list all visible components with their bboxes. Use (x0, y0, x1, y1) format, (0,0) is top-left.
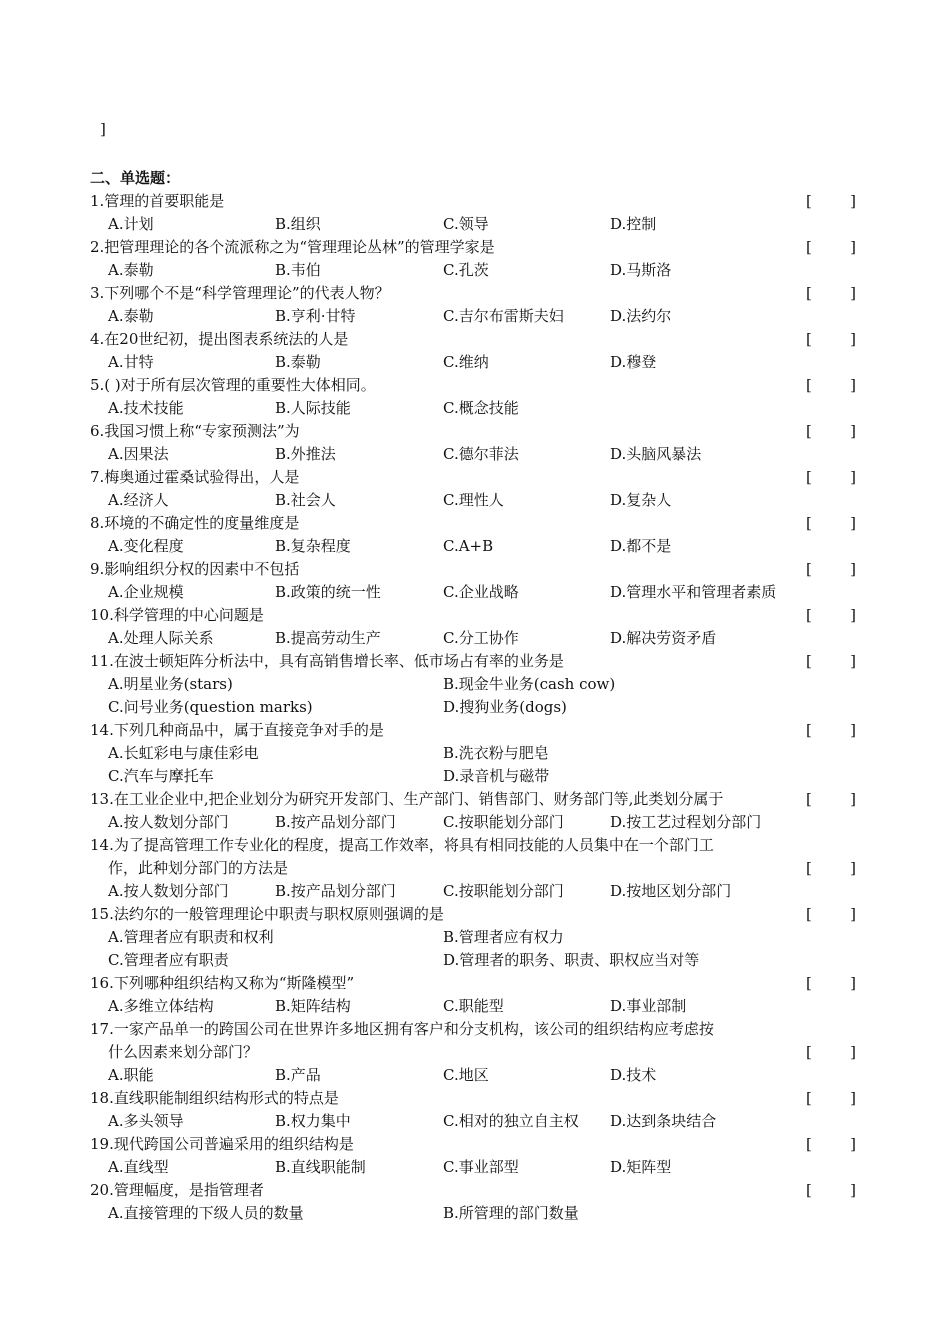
bracket-right: ] (850, 330, 856, 348)
answer-option[interactable]: A.甘特 (108, 353, 154, 371)
answer-option[interactable]: A.按人数划分部门 (108, 813, 229, 831)
answer-option[interactable]: D.穆登 (610, 353, 657, 371)
bracket-right: ] (850, 652, 856, 670)
question-text: 5.( )对于所有层次管理的重要性大体相同。 (90, 376, 376, 394)
answer-bracket[interactable] (806, 374, 856, 397)
question-stem-line (90, 328, 860, 351)
question-stem-line (90, 236, 860, 259)
bracket-right: ] (850, 560, 856, 578)
option-row (90, 489, 860, 512)
option-row (90, 1110, 860, 1133)
bracket-left: [ (806, 192, 812, 210)
answer-option[interactable]: A.长虹彩电与康佳彩电 (108, 744, 259, 762)
bracket-right: ] (850, 422, 856, 440)
stray-bracket-mark: ] (100, 120, 106, 138)
answer-option[interactable]: B.按产品划分部门 (275, 813, 396, 831)
bracket-right: ] (850, 1181, 856, 1199)
question-text: 14.下列几种商品中，属于直接竞争对手的是 (90, 721, 384, 739)
answer-bracket[interactable] (806, 1133, 856, 1156)
option-row (90, 443, 860, 466)
answer-option[interactable]: A.泰勒 (108, 261, 154, 279)
bracket-right: ] (850, 468, 856, 486)
answer-option[interactable]: D.技术 (610, 1066, 657, 1084)
question-stem-line (90, 512, 860, 535)
bracket-right: ] (850, 514, 856, 532)
bracket-left: [ (806, 859, 812, 877)
answer-option[interactable]: D.控制 (610, 215, 657, 233)
answer-option[interactable]: B.产品 (275, 1066, 321, 1084)
question-item (90, 374, 860, 420)
question-stem-line (90, 788, 860, 811)
answer-option[interactable]: C.管理者应有职责 (108, 951, 229, 969)
answer-option[interactable]: B.矩阵结构 (275, 997, 351, 1015)
answer-option[interactable]: A.经济人 (108, 491, 169, 509)
option-row (90, 259, 860, 282)
answer-option[interactable]: A.多头领导 (108, 1112, 184, 1130)
bracket-left: [ (806, 422, 812, 440)
answer-option[interactable]: C.A+B (443, 537, 494, 555)
answer-option[interactable]: A.按人数划分部门 (108, 882, 229, 900)
answer-option[interactable]: A.变化程度 (108, 537, 184, 555)
question-stem-line (90, 282, 860, 305)
question-item (90, 1133, 860, 1179)
answer-option[interactable]: B.复杂程度 (275, 537, 351, 555)
question-text: 18.直线职能制组织结构形式的特点是 (90, 1089, 339, 1107)
answer-option[interactable]: D.法约尔 (610, 307, 672, 325)
bracket-right: ] (850, 238, 856, 256)
bracket-right: ] (850, 859, 856, 877)
answer-option[interactable]: A.技术技能 (108, 399, 184, 417)
answer-option[interactable]: B.社会人 (275, 491, 336, 509)
option-row (90, 581, 860, 604)
answer-option[interactable]: C.按职能划分部门 (443, 882, 564, 900)
question-item (90, 834, 860, 903)
answer-bracket[interactable] (806, 420, 856, 443)
bracket-left: [ (806, 468, 812, 486)
question-stem-line (90, 558, 860, 581)
answer-option[interactable]: B.韦伯 (275, 261, 321, 279)
option-row (90, 811, 860, 834)
bracket-left: [ (806, 376, 812, 394)
question-stem-line (90, 1087, 860, 1110)
question-item (90, 972, 860, 1018)
answer-option[interactable]: B.管理者应有权力 (443, 928, 564, 946)
question-stem-line (90, 420, 860, 443)
answer-option[interactable]: A.多维立体结构 (108, 997, 214, 1015)
question-item (90, 788, 860, 834)
option-row (90, 995, 860, 1018)
answer-option[interactable]: C.相对的独立自主权 (443, 1112, 579, 1130)
answer-option[interactable]: D.管理水平和管理者素质 (610, 583, 777, 601)
question-text: 8.环境的不确定性的度量维度是 (90, 514, 300, 532)
answer-option[interactable]: A.明星业务(stars) (108, 675, 233, 693)
question-item (90, 1018, 860, 1087)
answer-option[interactable]: B.所管理的部门数量 (443, 1204, 579, 1222)
question-text: 16.下列哪种组织结构又称为“斯隆模型” (90, 974, 355, 992)
option-row (90, 397, 860, 420)
option-row (90, 213, 860, 236)
bracket-left: [ (806, 1043, 812, 1061)
bracket-right: ] (850, 905, 856, 923)
answer-option[interactable]: B.亨利·甘特 (275, 307, 356, 325)
option-row (90, 949, 860, 972)
question-stem-line (90, 903, 860, 926)
option-row (90, 696, 860, 719)
bracket-right: ] (850, 606, 856, 624)
answer-bracket[interactable] (806, 857, 856, 880)
question-stem-line (90, 972, 860, 995)
answer-option[interactable]: C.问号业务(question marks) (108, 698, 313, 716)
question-stem-line (90, 466, 860, 489)
option-row (90, 535, 860, 558)
bracket-right: ] (850, 376, 856, 394)
answer-option[interactable]: D.马斯洛 (610, 261, 672, 279)
question-text: 作，此种划分部门的方法是 (108, 859, 289, 877)
question-item (90, 604, 860, 650)
bracket-left: [ (806, 790, 812, 808)
answer-option[interactable]: A.直线型 (108, 1158, 169, 1176)
question-item (90, 1179, 860, 1225)
bracket-left: [ (806, 238, 812, 256)
question-stem-line (90, 1133, 860, 1156)
option-row (90, 765, 860, 788)
answer-option[interactable]: D.按地区划分部门 (610, 882, 732, 900)
question-stem-line (90, 650, 860, 673)
question-item (90, 558, 860, 604)
answer-bracket[interactable] (806, 719, 856, 742)
answer-option[interactable]: C.概念技能 (443, 399, 519, 417)
question-item (90, 328, 860, 374)
answer-bracket[interactable] (806, 236, 856, 259)
bracket-left: [ (806, 721, 812, 739)
question-text: 6.我国习惯上称“专家预测法”为 (90, 422, 300, 440)
answer-option[interactable]: D.复杂人 (610, 491, 672, 509)
question-text: 2.把管理理论的各个流派称之为“管理理论丛林”的管理学家是 (90, 238, 495, 256)
answer-bracket[interactable] (806, 466, 856, 489)
answer-option[interactable]: A.管理者应有职责和权利 (108, 928, 274, 946)
question-item (90, 190, 860, 236)
question-text: 20.管理幅度，是指管理者 (90, 1181, 264, 1199)
answer-option[interactable]: C.职能型 (443, 997, 504, 1015)
question-item (90, 719, 860, 788)
answer-option[interactable]: B.现金牛业务(cash cow) (443, 675, 616, 693)
question-item (90, 512, 860, 558)
answer-option[interactable]: D.管理者的职务、职责、职权应当对等 (443, 951, 700, 969)
answer-option[interactable]: A.处理人际关系 (108, 629, 214, 647)
answer-option[interactable]: B.外推法 (275, 445, 336, 463)
section-heading: 二、单选题： (90, 169, 181, 187)
question-list (90, 167, 860, 1225)
answer-option[interactable]: A.泰勒 (108, 307, 154, 325)
answer-option[interactable]: B.提高劳动生产 (275, 629, 381, 647)
bracket-right: ] (850, 1089, 856, 1107)
answer-bracket[interactable] (806, 1087, 856, 1110)
answer-option[interactable]: B.政策的统一性 (275, 583, 381, 601)
answer-option[interactable]: C.理性人 (443, 491, 504, 509)
question-text: 7.梅奥通过霍桑试验得出，人是 (90, 468, 300, 486)
question-stem-line (90, 1018, 860, 1041)
answer-bracket[interactable] (806, 1041, 856, 1064)
answer-option[interactable]: D.解决劳资矛盾 (610, 629, 717, 647)
answer-option[interactable]: C.汽车与摩托车 (108, 767, 214, 785)
question-item (90, 236, 860, 282)
answer-option[interactable]: D.矩阵型 (610, 1158, 672, 1176)
answer-bracket[interactable] (806, 972, 856, 995)
question-stem-line (90, 190, 860, 213)
answer-option[interactable]: C.维纳 (443, 353, 489, 371)
option-row (90, 1064, 860, 1087)
answer-option[interactable]: A.计划 (108, 215, 154, 233)
answer-option[interactable]: A.直接管理的下级人员的数量 (108, 1204, 304, 1222)
answer-option[interactable]: C.领导 (443, 215, 489, 233)
answer-option[interactable]: D.达到条块结合 (610, 1112, 717, 1130)
answer-bracket[interactable] (806, 190, 856, 213)
answer-option[interactable]: B.洗衣粉与肥皂 (443, 744, 549, 762)
question-text: 11.在波士顿矩阵分析法中，具有高销售增长率、低市场占有率的业务是 (90, 652, 564, 670)
question-text: 1.管理的首要职能是 (90, 192, 225, 210)
question-item (90, 650, 860, 719)
answer-option[interactable]: A.职能 (108, 1066, 154, 1084)
question-item (90, 282, 860, 328)
option-row (90, 1202, 860, 1225)
answer-option[interactable]: D.头脑风暴法 (610, 445, 702, 463)
bracket-left: [ (806, 560, 812, 578)
answer-option[interactable]: C.地区 (443, 1066, 489, 1084)
question-item (90, 1087, 860, 1133)
question-text: 4.在20世纪初，提出图表系统法的人是 (90, 330, 349, 348)
option-row (90, 627, 860, 650)
question-stem-line (90, 1041, 860, 1064)
bracket-left: [ (806, 330, 812, 348)
answer-option[interactable]: A.企业规模 (108, 583, 184, 601)
question-text: 13.在工业企业中,把企业划分为研究开发部门、生产部门、销售部门、财务部门等,此类划分属于 (90, 790, 724, 808)
answer-option[interactable]: C.企业战略 (443, 583, 519, 601)
answer-bracket[interactable] (806, 903, 856, 926)
answer-option[interactable]: D.按工艺过程划分部门 (610, 813, 762, 831)
question-text: 14.为了提高管理工作专业化的程度，提高工作效率，将具有相同技能的人员集中在一个部门工 (90, 836, 714, 854)
answer-bracket[interactable] (806, 512, 856, 535)
question-text: 15.法约尔的一般管理理论中职责与职权原则强调的是 (90, 905, 444, 923)
bracket-right: ] (850, 974, 856, 992)
question-stem-line (90, 857, 860, 880)
option-row (90, 351, 860, 374)
question-text: 17.一家产品单一的跨国公司在世界许多地区拥有客户和分支机构，该公司的组织结构应考虑按 (90, 1020, 714, 1038)
answer-option[interactable]: C.吉尔布雷斯夫妇 (443, 307, 564, 325)
answer-option[interactable]: D.录音机与磁带 (443, 767, 550, 785)
answer-bracket[interactable] (806, 650, 856, 673)
answer-bracket[interactable] (806, 788, 856, 811)
bracket-right: ] (850, 721, 856, 739)
answer-option[interactable]: D.事业部制 (610, 997, 687, 1015)
answer-option[interactable]: B.直线职能制 (275, 1158, 366, 1176)
answer-option[interactable]: D.都不是 (610, 537, 672, 555)
question-text: 3.下列哪个不是“科学管理理论”的代表人物？ (90, 284, 390, 302)
bracket-right: ] (850, 192, 856, 210)
answer-option[interactable]: C.按职能划分部门 (443, 813, 564, 831)
answer-option[interactable]: A.因果法 (108, 445, 169, 463)
question-stem-line (90, 719, 860, 742)
answer-option[interactable]: D.搜狗业务(dogs) (443, 698, 567, 716)
question-text: 19.现代跨国公司普遍采用的组织结构是 (90, 1135, 354, 1153)
bracket-right: ] (850, 1043, 856, 1061)
question-item (90, 466, 860, 512)
bracket-left: [ (806, 974, 812, 992)
question-text: 什么因素来划分部门？ (108, 1043, 259, 1061)
bracket-left: [ (806, 1181, 812, 1199)
question-text: 9.影响组织分权的因素中不包括 (90, 560, 300, 578)
question-stem-line (90, 834, 860, 857)
option-row (90, 673, 860, 696)
answer-bracket[interactable] (806, 328, 856, 351)
bracket-left: [ (806, 1089, 812, 1107)
bracket-left: [ (806, 514, 812, 532)
answer-bracket[interactable] (806, 282, 856, 305)
bracket-left: [ (806, 284, 812, 302)
answer-bracket[interactable] (806, 604, 856, 627)
bracket-right: ] (850, 1135, 856, 1153)
option-row (90, 1156, 860, 1179)
bracket-right: ] (850, 284, 856, 302)
option-row (90, 305, 860, 328)
answer-option[interactable]: C.事业部型 (443, 1158, 519, 1176)
answer-option[interactable]: B.组织 (275, 215, 321, 233)
answer-option[interactable]: B.人际技能 (275, 399, 351, 417)
bracket-left: [ (806, 606, 812, 624)
bracket-left: [ (806, 1135, 812, 1153)
question-stem-line (90, 1179, 860, 1202)
question-stem-line (90, 604, 860, 627)
bracket-left: [ (806, 652, 812, 670)
answer-option[interactable]: B.泰勒 (275, 353, 321, 371)
answer-bracket[interactable] (806, 1179, 856, 1202)
answer-option[interactable]: B.权力集中 (275, 1112, 351, 1130)
answer-option[interactable]: C.德尔菲法 (443, 445, 519, 463)
bracket-right: ] (850, 790, 856, 808)
answer-option[interactable]: C.分工协作 (443, 629, 519, 647)
question-item (90, 420, 860, 466)
answer-option[interactable]: B.按产品划分部门 (275, 882, 396, 900)
option-row (90, 742, 860, 765)
bracket-left: [ (806, 905, 812, 923)
option-row (90, 926, 860, 949)
question-text: 10.科学管理的中心问题是 (90, 606, 264, 624)
answer-option[interactable]: C.孔茨 (443, 261, 489, 279)
answer-bracket[interactable] (806, 558, 856, 581)
question-item (90, 903, 860, 972)
option-row (90, 880, 860, 903)
question-stem-line (90, 374, 860, 397)
